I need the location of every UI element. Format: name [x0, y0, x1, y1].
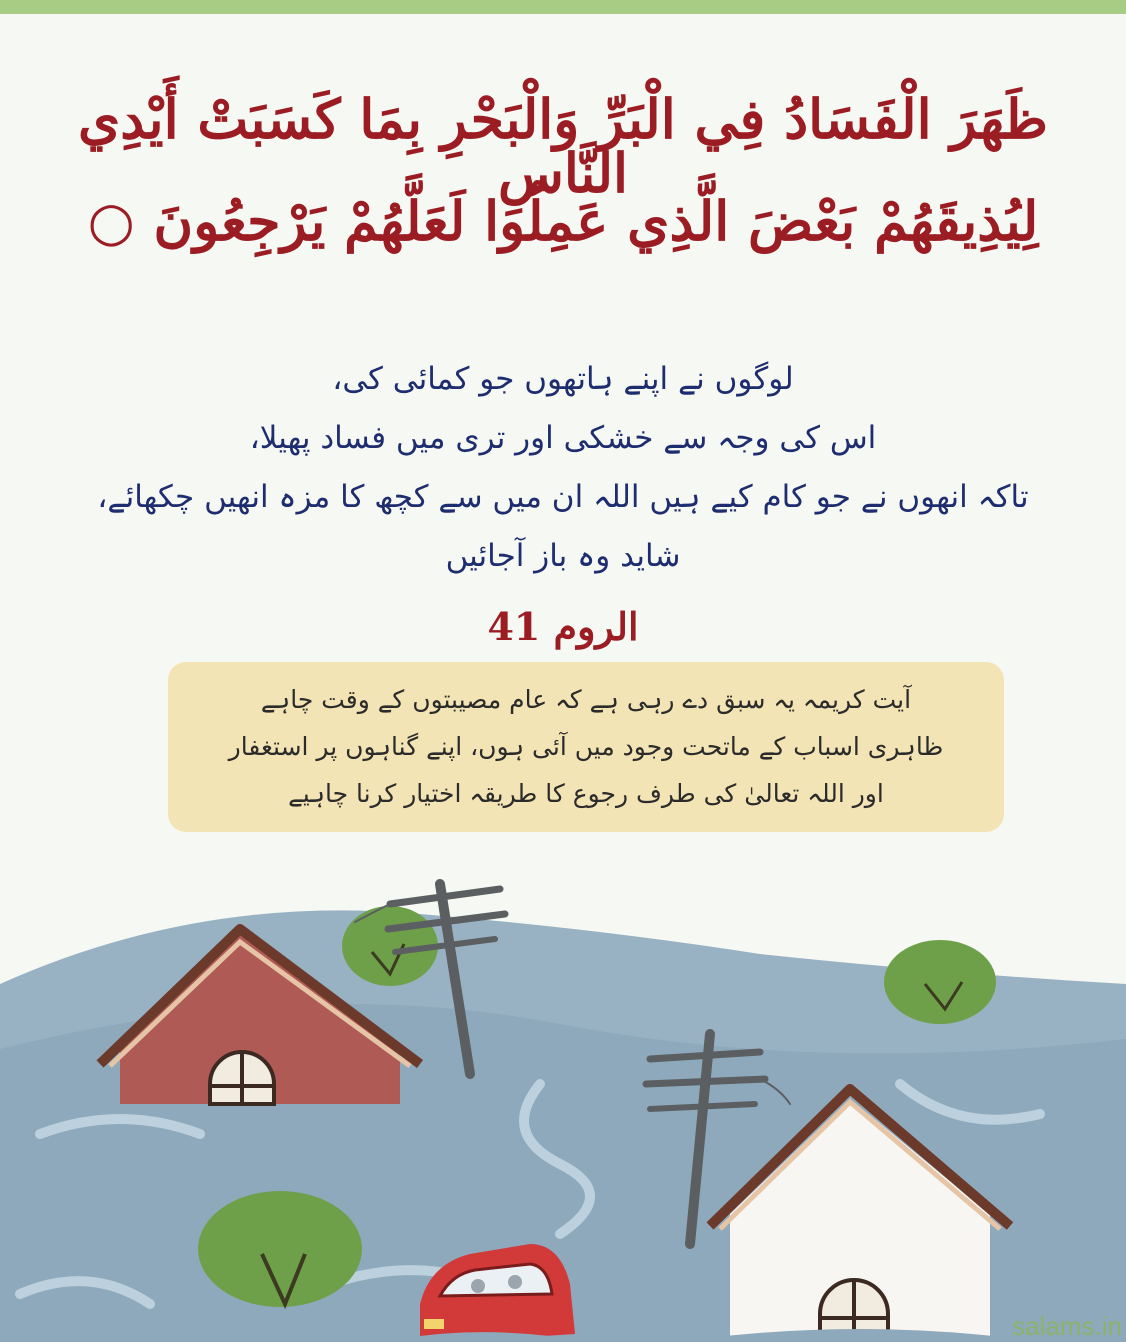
flood-illustration — [0, 834, 1126, 1342]
lesson-line: ظاہری اسباب کے ماتحت وجود میں آئی ہوں، اپنے گناہوں پر استغفار — [228, 732, 944, 761]
watermark: salams.in — [1012, 1311, 1122, 1341]
lesson-line: آیت کریمہ یہ سبق دے رہی ہے کہ عام مصیبتوں کے وقت چاہے — [260, 685, 912, 714]
translation-line: شاید وہ باز آجائیں — [445, 538, 681, 574]
urdu-translation — [40, 350, 1086, 586]
translation-line: تاکہ انھوں نے جو کام کیے ہیں اللہ ان میں سے کچھ کا مزہ انھیں چکھائے، — [97, 479, 1029, 515]
translation-line: اس کی وجہ سے خشکی اور تری میں فساد پھیلا، — [249, 420, 877, 456]
tree-icon — [884, 940, 996, 1024]
lesson-box — [168, 662, 1004, 832]
lesson-line: اور اللہ تعالیٰ کی طرف رجوع کا طریقہ اختیار کرنا چاہیے — [288, 779, 884, 808]
surah-reference: الروم 41 — [487, 604, 639, 649]
quran-verse-line-2: لِيُذِيقَهُمْ بَعْضَ الَّذِي عَمِلُوا لَعَلَّهُمْ يَرْجِعُونَ ○ — [87, 189, 1039, 253]
quran-verse-line-1: ظَهَرَ الْفَسَادُ فِي الْبَرِّ وَالْبَحْرِ بِمَا كَسَبَتْ أَيْدِي النَّاسِ — [77, 87, 1049, 205]
translation-line: لوگوں نے اپنے ہاتھوں جو کمائی کی، — [332, 361, 794, 397]
tree-icon — [198, 1191, 362, 1307]
